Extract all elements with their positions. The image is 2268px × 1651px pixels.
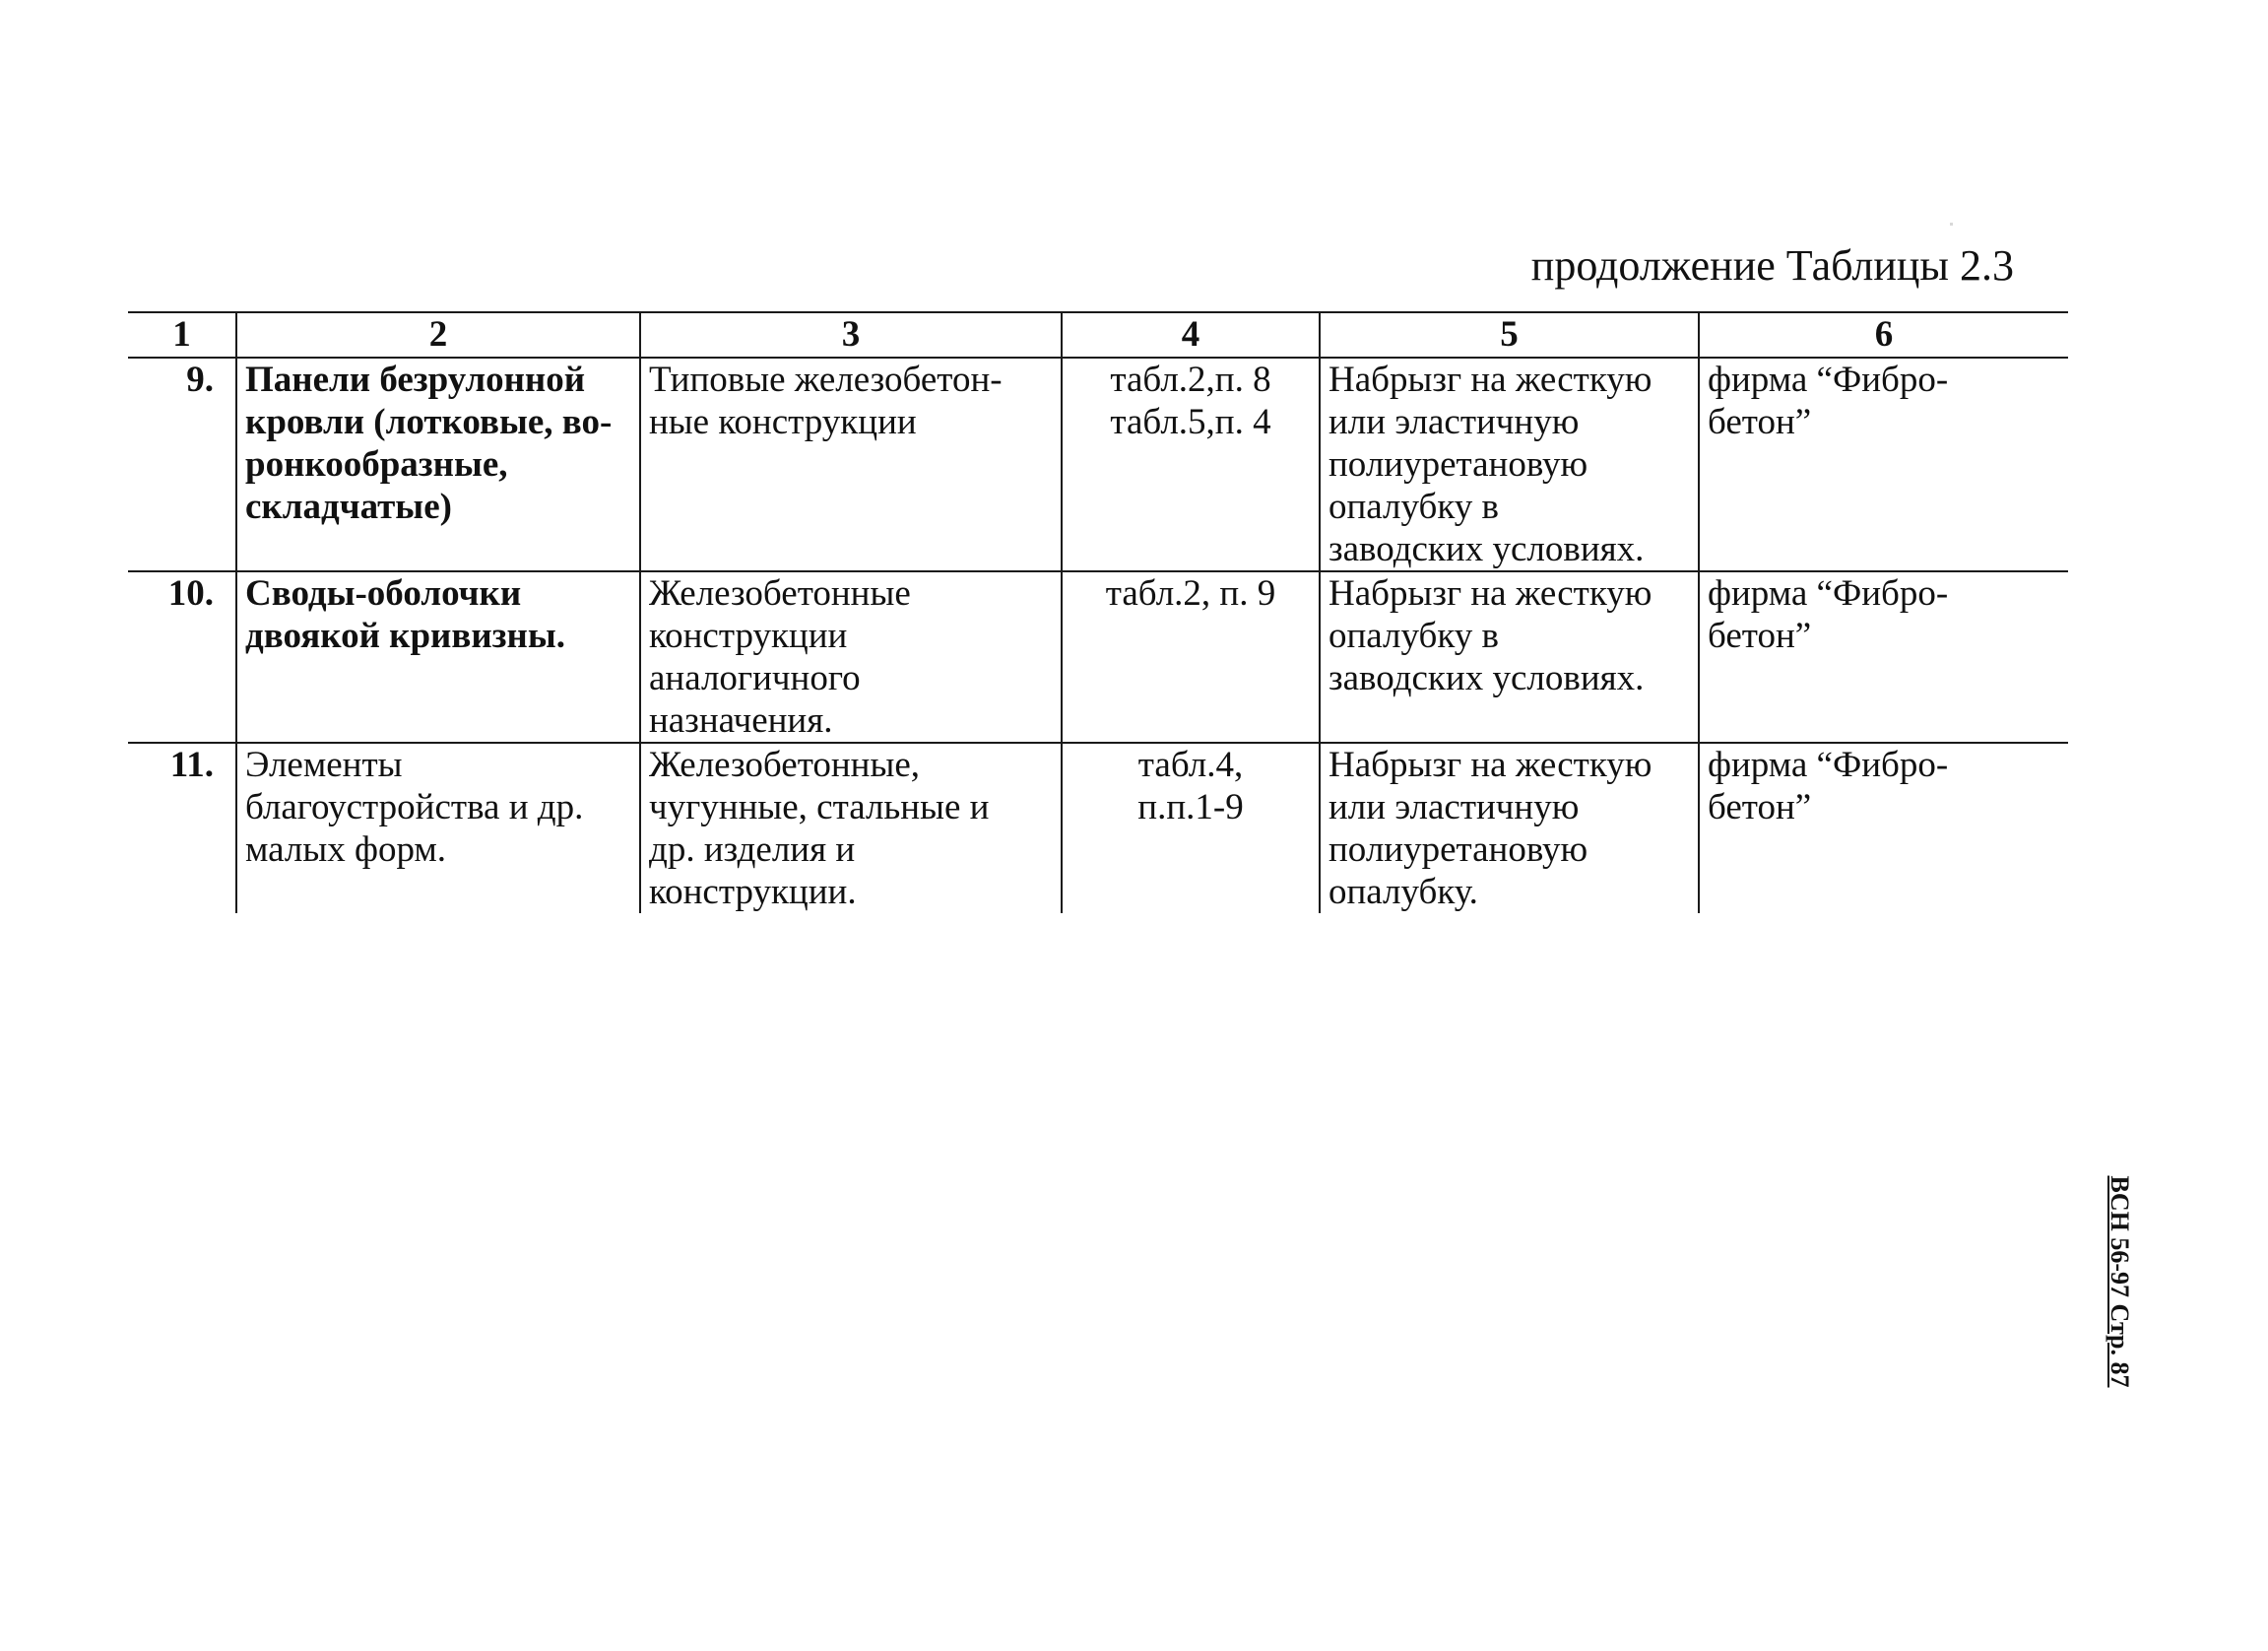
column-header-6: 6: [1699, 312, 2068, 358]
cell-line: заводских условиях.: [1328, 658, 1645, 698]
header-row: [128, 312, 2068, 358]
item-name-cell: [236, 571, 640, 743]
cell-line: Набрызг на жесткую: [1328, 360, 1652, 400]
cell-line: полиуретановую: [1328, 829, 1588, 870]
cell-line: Железобетонные: [649, 573, 911, 614]
cell-line: фирма “Фибро-: [1708, 360, 1949, 400]
cell-line: Железобетонные,: [649, 745, 921, 785]
method-cell: [1320, 571, 1699, 743]
maker-cell: [1699, 571, 2068, 743]
method-cell: [1320, 358, 1699, 571]
page-stamp-text: ВСН 56-97 Стр. 87: [2106, 1175, 2134, 1388]
column-header-4: 4: [1062, 312, 1320, 358]
cell-line: Своды-оболочки: [245, 573, 522, 614]
cell-line: ронкообразные,: [245, 444, 508, 485]
cell-line: складчатые): [245, 487, 452, 527]
cell-line: полиуретановую: [1328, 444, 1588, 485]
reference-cell: [1062, 571, 1320, 743]
table-row: [128, 743, 2068, 913]
cell-line: опалубку.: [1328, 872, 1478, 912]
cell-text: 10.: [167, 573, 214, 614]
cell-line: благоустройства и др.: [245, 787, 584, 827]
cell-line: табл.2, п. 9: [1105, 573, 1276, 614]
cell-line: табл.5,п. 4: [1110, 402, 1271, 442]
item-name-cell: [236, 358, 640, 571]
analog-cell: [640, 571, 1062, 743]
cell-line: п.п.1-9: [1137, 787, 1244, 827]
cell-line: аналогичного: [649, 658, 861, 698]
cell-line: малых форм.: [245, 829, 447, 870]
continuation-table: [128, 311, 2068, 913]
cell-line: табл.2,п. 8: [1110, 360, 1271, 400]
column-header-2: 2: [236, 312, 640, 358]
column-header-3: 3: [640, 312, 1062, 358]
cell-line: чугунные, стальные и: [649, 787, 990, 827]
cell-line: конструкции: [649, 616, 848, 656]
method-cell: [1320, 743, 1699, 913]
reference-cell: [1062, 358, 1320, 571]
cell-line: опалубку в: [1328, 616, 1500, 656]
cell-text: 9.: [186, 360, 214, 400]
page-stamp: [2100, 1168, 2139, 1395]
reference-cell: [1062, 743, 1320, 913]
cell-line: ные конструкции: [649, 402, 917, 442]
cell-line: табл.4,: [1137, 745, 1244, 785]
cell-line: фирма “Фибро-: [1708, 745, 1949, 785]
analog-cell: [640, 743, 1062, 913]
cell-line: Набрызг на жесткую: [1328, 573, 1652, 614]
cell-line: двоякой кривизны.: [245, 616, 565, 656]
row-number: [128, 571, 236, 743]
cell-line: др. изделия и: [649, 829, 856, 870]
analog-cell: [640, 358, 1062, 571]
cell-line: фирма “Фибро-: [1708, 573, 1949, 614]
cell-line: или эластичную: [1328, 787, 1580, 827]
item-name-cell: [236, 743, 640, 913]
table-caption: продолжение Таблицы 2.3: [1530, 241, 2014, 290]
cell-line: Типовые железобетон-: [649, 360, 1003, 400]
cell-text: 11.: [169, 745, 214, 785]
cell-line: заводских условиях.: [1328, 529, 1645, 569]
cell-line: Элементы: [245, 745, 403, 785]
cell-line: бетон”: [1708, 616, 1812, 656]
row-number: [128, 358, 236, 571]
cell-line: или эластичную: [1328, 402, 1580, 442]
maker-cell: [1699, 358, 2068, 571]
cell-line: бетон”: [1708, 787, 1812, 827]
maker-cell: [1699, 743, 2068, 913]
table-row: [128, 571, 2068, 743]
cell-line: опалубку в: [1328, 487, 1500, 527]
table-row: [128, 358, 2068, 571]
cell-line: конструкции.: [649, 872, 857, 912]
cell-line: Набрызг на жесткую: [1328, 745, 1652, 785]
row-number: [128, 743, 236, 913]
cell-line: назначения.: [649, 700, 833, 741]
column-header-5: 5: [1320, 312, 1699, 358]
cell-line: бетон”: [1708, 402, 1812, 442]
cell-line: Панели безрулонной: [245, 360, 586, 400]
cell-line: кровли (лотковые, во-: [245, 402, 613, 442]
column-header-1: 1: [128, 312, 236, 358]
scan-speck: [1950, 223, 1953, 226]
